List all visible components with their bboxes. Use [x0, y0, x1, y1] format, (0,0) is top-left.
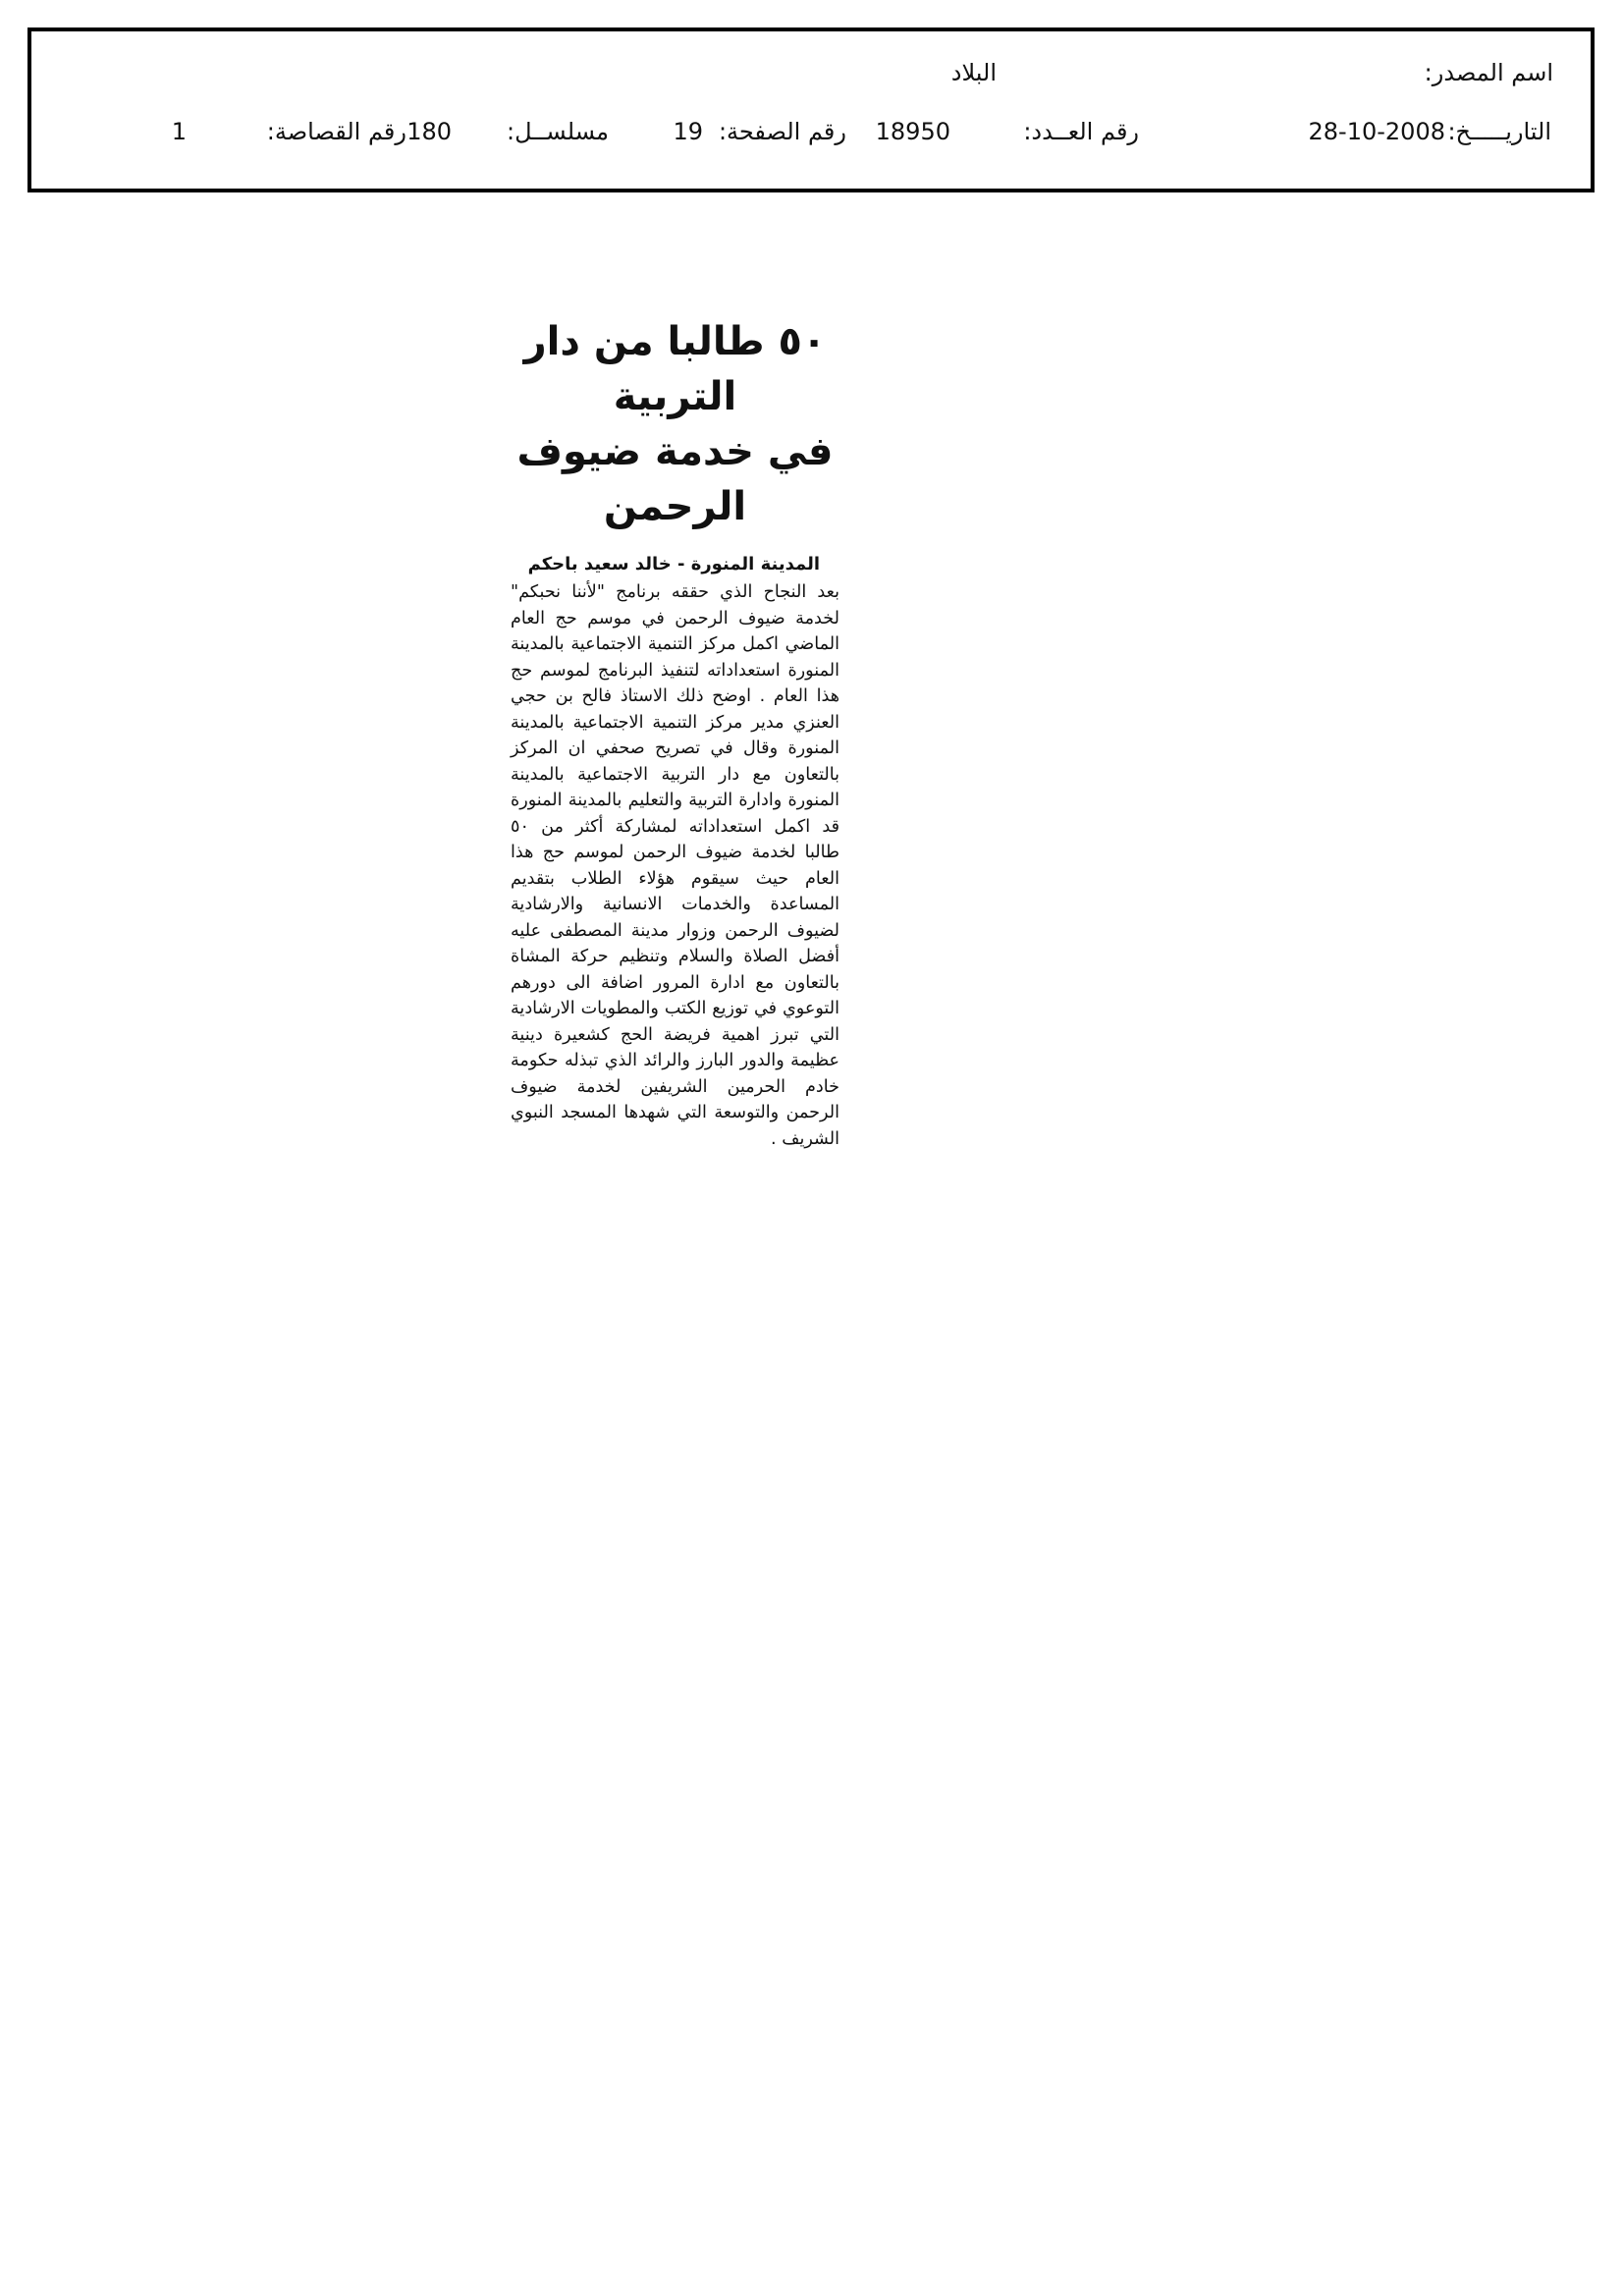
clip-number-value: 1 [171, 118, 187, 145]
clip-number-label: رقم القصاصة: [266, 118, 406, 145]
byline: المدينة المنورة - خالد سعيد باحكم [527, 554, 820, 574]
date-label: التاريـــــخ: [1447, 118, 1551, 145]
page-label: رقم الصفحة: [718, 118, 846, 145]
headline-line-1: ٥٠ طالبا من دار التربية [523, 319, 827, 419]
serial-label: مسلســل: [507, 118, 609, 145]
clipping-header-box [27, 27, 1595, 192]
article-clipping [511, 314, 839, 1152]
article-body: بعد النجاح الذي حققه برنامج "لأننا نحبكم" لخدمة ضيوف الرحمن في موسم حج العام الماضي اكمل مركز التنمية الاجتماعية بالمدينة المنورة استعداداته لتنفيذ البرنامج لموسم حج هذا العام . اوضح ذلك الاستاذ فالح بن حجي العنزي مدير مركز التنمية الاجتماعية بالمدينة المنورة وقال في تصريح صحفي ان المركز بالتعاون مع دار التربية الاجتماعية بالمدينة المنورة وادارة التربية والتعليم بالمدينة المنورة قد اكمل استعداداته لمشاركة أكثر من ٥٠ طالبا لخدمة ضيوف الرحمن لموسم حج هذا العام حيث سيقوم هؤلاء الطلاب بتقديم المساعدة والخدمات الانسانية والارشادية لضيوف الرحمن وزوار مدينة المصطفى عليه أفضل الصلاة والسلام وتنظيم حركة المشاة بالتعاون مع ادارة المرور اضافة الى دورهم التوعوي في توزيع الكتب والمطويات الارشادية التي تبرز اهمية فريضة الحج كشعيرة دينية عظيمة والدور البارز والرائد الذي تبذله حكومة خادم الحرمين الشريفين لخدمة ضيوف الرحمن والتوسعة التي شهدها المسجد النبوي الشريف . [511, 582, 839, 1149]
source-value: البلاد [950, 59, 997, 86]
issue-label: رقم العــدد: [1023, 118, 1139, 145]
date-value: 28-10-2008 [1308, 118, 1445, 145]
issue-value: 18950 [875, 118, 950, 145]
headline-line-2: في خدمة ضيوف الرحمن [516, 429, 834, 529]
source-label: اسم المصدر: [1424, 59, 1553, 86]
serial-value: 180 [406, 118, 452, 145]
page-value: 19 [673, 118, 703, 145]
